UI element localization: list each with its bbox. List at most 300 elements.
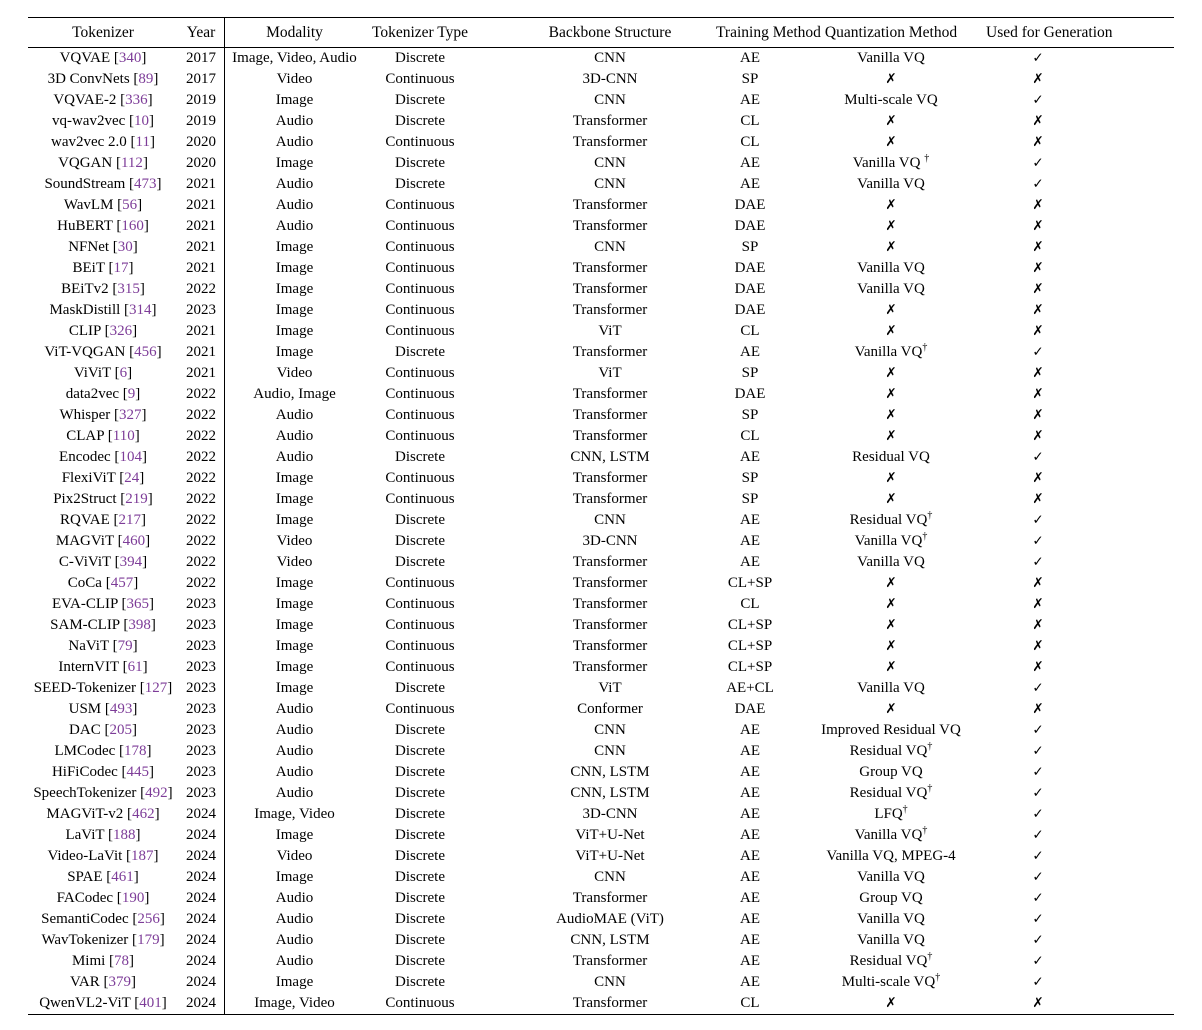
used-for-generation-cell (986, 447, 1174, 468)
tokenizer-type-cell: Continuous (385, 323, 455, 339)
modality-cell: Video (224, 846, 364, 867)
backbone-cell: AudioMAE (ViT) (556, 911, 664, 927)
tokenizer-type-cell: Discrete (395, 554, 445, 570)
backbone-cell: CNN, LSTM (570, 932, 650, 948)
tokenizer-name-cell: 3D ConvNets [89] (47, 71, 159, 87)
tokenizer-type-cell: Discrete (395, 785, 445, 801)
training-method-cell: AE (740, 533, 760, 549)
training-method-cell: AE (740, 554, 760, 570)
backbone-cell: CNN (594, 722, 626, 738)
tokenizer-name-cell: DAC [205] (69, 722, 137, 738)
tokenizer-name-cell: VQGAN [112] (58, 155, 148, 171)
modality-cell: Image (224, 636, 364, 657)
cross-icon: ✗ (885, 386, 897, 402)
table-row (28, 300, 1174, 321)
cross-icon: ✗ (885, 659, 897, 675)
citation-ref-link[interactable]: 11 (135, 134, 150, 150)
citation-ref-link[interactable]: 188 (113, 827, 136, 843)
citation-ref-link[interactable]: 492 (145, 785, 168, 801)
used-for-generation-cell (986, 825, 1174, 846)
year-cell: 2022 (186, 575, 216, 591)
quantization-method-cell (796, 132, 986, 153)
citation-ref-link[interactable]: 79 (117, 638, 133, 654)
column-header-training-method: Training Method (716, 24, 821, 41)
citation-ref-link[interactable]: 327 (119, 407, 142, 423)
training-method-cell: CL (740, 995, 760, 1011)
table-row (28, 216, 1174, 237)
modality-cell: Image (224, 258, 364, 279)
citation-ref-link[interactable]: 462 (132, 806, 155, 822)
backbone-cell: CNN, LSTM (570, 785, 650, 801)
training-method-cell: AE (740, 722, 760, 738)
backbone-cell: Transformer (572, 407, 648, 423)
tokenizer-name-cell: SAM-CLIP [398] (50, 617, 156, 633)
citation-ref-link[interactable]: 445 (126, 764, 150, 780)
training-method-cell: AE (740, 911, 760, 927)
dagger-footnote-marker: † (922, 531, 928, 542)
quantization-method-cell (796, 69, 986, 90)
tokenizer-type-cell: Discrete (395, 449, 445, 465)
year-cell: 2023 (186, 680, 216, 696)
citation-ref-link[interactable]: 256 (137, 911, 160, 927)
tokenizer-name-cell: USM [493] (68, 701, 138, 717)
tokenizer-type-cell: Continuous (385, 575, 455, 591)
backbone-cell: Transformer (572, 953, 648, 969)
tokenizer-type-cell: Continuous (385, 659, 455, 675)
year-cell: 2021 (186, 176, 216, 192)
quantization-method-cell (796, 489, 986, 510)
tokenizer-type-cell: Continuous (385, 134, 455, 150)
year-cell: 2024 (186, 869, 216, 885)
tokenizer-type-cell: Continuous (385, 365, 455, 381)
used-for-generation-cell (986, 531, 1174, 552)
used-for-generation-cell (986, 111, 1174, 132)
table-body (28, 48, 1174, 1014)
tokenizer-name-cell: HiFiCodec [445] (51, 764, 155, 780)
cross-icon: ✗ (1032, 659, 1044, 675)
year-cell: 2017 (186, 71, 216, 87)
quantization-method-cell: LFQ† (874, 804, 908, 822)
table-header-row (28, 18, 1174, 48)
citation-ref-link[interactable]: 340 (118, 50, 142, 66)
year-cell: 2017 (186, 50, 216, 66)
used-for-generation-cell (986, 384, 1174, 405)
column-header-backbone-structure: Backbone Structure (548, 24, 672, 41)
citation-ref-link[interactable]: 205 (109, 722, 132, 738)
citation-ref-link[interactable]: 460 (122, 533, 146, 549)
citation-ref-link[interactable]: 10 (134, 113, 150, 129)
table-row (28, 174, 1174, 195)
citation-ref-link[interactable]: 104 (119, 449, 142, 465)
tokenizer-name-cell: SoundStream [473] (44, 176, 162, 192)
tokenizer-type-cell: Discrete (395, 743, 445, 759)
citation-ref-link[interactable]: 336 (125, 92, 148, 108)
year-cell: 2021 (186, 344, 216, 360)
check-icon: ✓ (1032, 92, 1044, 108)
dagger-footnote-marker: † (927, 510, 933, 521)
backbone-cell: ViT+U-Net (575, 827, 645, 843)
tokenizer-name-cell: Mimi [78] (71, 953, 135, 969)
backbone-cell: CNN (594, 155, 626, 171)
cross-icon: ✗ (885, 638, 897, 654)
used-for-generation-cell (986, 321, 1174, 342)
citation-ref-link[interactable]: 457 (110, 575, 134, 591)
used-for-generation-cell (986, 972, 1174, 993)
modality-cell: Audio (224, 909, 364, 930)
column-header-quantization-method: Quantization Method (824, 24, 958, 41)
citation-ref-link[interactable]: 110 (112, 428, 135, 444)
tokenizer-type-cell: Continuous (385, 995, 455, 1011)
modality-cell: Image (224, 342, 364, 363)
tokenizer-name-cell: wav2vec 2.0 [11] (50, 134, 155, 150)
year-cell: 2024 (186, 806, 216, 822)
tokenizer-type-cell: Discrete (395, 764, 445, 780)
training-method-cell: CL+SP (727, 575, 773, 591)
tokenizer-type-cell: Continuous (385, 617, 455, 633)
modality-cell: Audio (224, 111, 364, 132)
quantization-method-cell: Vanilla VQ (857, 50, 925, 66)
citation-ref-link[interactable]: 112 (120, 155, 143, 171)
backbone-cell: Transformer (572, 575, 648, 591)
tokenizer-name-cell: QwenVL2-ViT [401] (39, 995, 167, 1011)
year-cell: 2023 (186, 659, 216, 675)
citation-ref-link[interactable]: 315 (117, 281, 140, 297)
backbone-cell: Conformer (577, 701, 643, 717)
citation-ref-link[interactable]: 179 (137, 932, 160, 948)
table-row (28, 594, 1174, 615)
quantization-method-cell: Multi-scale VQ (844, 92, 938, 108)
modality-cell: Image (224, 468, 364, 489)
tokenizer-type-cell: Continuous (385, 428, 455, 444)
citation-ref-link[interactable]: 178 (124, 743, 147, 759)
tokenizer-name-cell: CLIP [326] (68, 323, 138, 339)
training-method-cell: AE (740, 344, 760, 360)
check-icon: ✓ (1032, 911, 1044, 927)
citation-ref-link[interactable]: 456 (134, 344, 157, 360)
table-row (28, 258, 1174, 279)
table-row (28, 468, 1174, 489)
citation-ref-link[interactable]: 30 (117, 239, 133, 255)
quantization-method-cell (796, 237, 986, 258)
modality-cell: Video (224, 531, 364, 552)
year-cell: 2022 (186, 449, 216, 465)
used-for-generation-cell (986, 741, 1174, 762)
backbone-cell: Transformer (572, 638, 648, 654)
modality-cell: Audio (224, 699, 364, 720)
training-method-cell: AE (740, 176, 760, 192)
citation-ref-link[interactable]: 24 (124, 470, 140, 486)
training-method-cell: DAE (734, 281, 766, 297)
citation-ref-link[interactable]: 6 (119, 365, 128, 381)
tokenizer-name-cell: WavTokenizer [179] (41, 932, 165, 948)
citation-ref-link[interactable]: 398 (128, 617, 151, 633)
table-row (28, 69, 1174, 90)
training-method-cell: DAE (734, 260, 766, 276)
cross-icon: ✗ (1032, 386, 1044, 402)
used-for-generation-cell (986, 258, 1174, 279)
citation-ref-link[interactable]: 493 (109, 701, 133, 717)
citation-ref-link[interactable]: 394 (119, 554, 143, 570)
column-header-modality: Modality (224, 18, 364, 47)
tokenizer-type-cell: Continuous (385, 71, 455, 87)
cross-icon: ✗ (1032, 113, 1044, 129)
used-for-generation-cell (986, 720, 1174, 741)
quantization-method-cell: Vanilla VQ (857, 554, 925, 570)
used-for-generation-cell (986, 153, 1174, 174)
citation-ref-link[interactable]: 9 (127, 386, 136, 402)
check-icon: ✓ (1032, 722, 1044, 738)
used-for-generation-cell (986, 699, 1174, 720)
year-cell: 2021 (186, 260, 216, 276)
citation-ref-link[interactable]: 379 (108, 974, 131, 990)
training-method-cell: AE (740, 785, 760, 801)
tokenizer-name-cell: BEiT [17] (72, 260, 134, 276)
backbone-cell: CNN, LSTM (570, 449, 650, 465)
backbone-cell: Transformer (572, 134, 648, 150)
tokenizer-name-cell: VQVAE [340] (59, 50, 147, 66)
tokenizer-name-cell: CLAP [110] (66, 428, 140, 444)
tokenizer-name-cell: HuBERT [160] (57, 218, 149, 234)
tokenizer-type-cell: Discrete (395, 722, 445, 738)
backbone-cell: Transformer (572, 197, 648, 213)
modality-cell: Image, Video (224, 804, 364, 825)
table-row (28, 741, 1174, 762)
table-row (28, 363, 1174, 384)
training-method-cell: AE (740, 512, 760, 528)
used-for-generation-cell (986, 90, 1174, 111)
tokenizer-type-cell: Discrete (395, 92, 445, 108)
tokenizer-name-cell: NFNet [30] (68, 239, 138, 255)
training-method-cell: DAE (734, 197, 766, 213)
table-row (28, 48, 1174, 69)
check-icon: ✓ (1032, 743, 1044, 759)
year-cell: 2019 (186, 92, 216, 108)
backbone-cell: Transformer (572, 659, 648, 675)
tokenizer-type-cell: Discrete (395, 890, 445, 906)
cross-icon: ✗ (885, 617, 897, 633)
citation-ref-link[interactable]: 326 (109, 323, 133, 339)
check-icon: ✓ (1032, 344, 1044, 360)
table-row (28, 153, 1174, 174)
modality-cell: Image (224, 867, 364, 888)
year-cell: 2022 (186, 428, 216, 444)
citation-ref-link[interactable]: 56 (122, 197, 138, 213)
tokenizer-type-cell: Continuous (385, 470, 455, 486)
table-row (28, 426, 1174, 447)
modality-cell: Audio (224, 762, 364, 783)
tokenizer-type-cell: Continuous (385, 218, 455, 234)
tokenizer-name-cell: C-ViViT [394] (58, 554, 148, 570)
dagger-footnote-marker: † (935, 972, 941, 983)
modality-cell: Image (224, 615, 364, 636)
used-for-generation-cell (986, 48, 1174, 69)
tokenizer-type-cell: Discrete (395, 512, 445, 528)
citation-ref-link[interactable]: 78 (114, 953, 130, 969)
column-header-tokenizer: Tokenizer (72, 24, 134, 41)
backbone-cell: ViT (598, 680, 622, 696)
modality-cell: Audio (224, 447, 364, 468)
check-icon: ✓ (1032, 764, 1044, 780)
cross-icon: ✗ (885, 218, 897, 234)
training-method-cell: DAE (734, 386, 766, 402)
year-cell: 2021 (186, 218, 216, 234)
used-for-generation-cell (986, 552, 1174, 573)
citation-ref-link[interactable]: 17 (113, 260, 129, 276)
tokenizer-type-cell: Continuous (385, 386, 455, 402)
table-row (28, 510, 1174, 531)
citation-ref-link[interactable]: 365 (126, 596, 150, 612)
backbone-cell: CNN (594, 50, 626, 66)
tokenizer-comparison-table (28, 17, 1174, 1015)
tokenizer-type-cell: Continuous (385, 302, 455, 318)
modality-cell: Audio (224, 405, 364, 426)
modality-cell: Image (224, 594, 364, 615)
quantization-method-cell: Residual VQ (852, 449, 930, 465)
tokenizer-name-cell: LaViT [188] (65, 827, 141, 843)
year-cell: 2022 (186, 281, 216, 297)
citation-ref-link[interactable]: 127 (144, 680, 168, 696)
used-for-generation-cell (986, 195, 1174, 216)
modality-cell: Image (224, 153, 364, 174)
table-row (28, 552, 1174, 573)
year-cell: 2023 (186, 302, 216, 318)
table-row (28, 699, 1174, 720)
quantization-method-cell: Group VQ (859, 890, 923, 906)
used-for-generation-cell (986, 951, 1174, 972)
used-for-generation-cell (986, 573, 1174, 594)
citation-ref-link[interactable]: 187 (131, 848, 154, 864)
used-for-generation-cell (986, 216, 1174, 237)
used-for-generation-cell (986, 762, 1174, 783)
backbone-cell: Transformer (572, 596, 648, 612)
citation-ref-link[interactable]: 160 (121, 218, 144, 234)
modality-cell: Video (224, 363, 364, 384)
quantization-method-cell: Residual VQ† (849, 741, 933, 759)
tokenizer-type-cell: Discrete (395, 344, 445, 360)
modality-cell: Video (224, 552, 364, 573)
quantization-method-cell: Vanilla VQ (857, 911, 925, 927)
modality-cell: Image (224, 300, 364, 321)
quantization-method-cell: Vanilla VQ (857, 260, 925, 276)
quantization-method-cell: Multi-scale VQ† (841, 972, 941, 990)
year-cell: 2022 (186, 386, 216, 402)
used-for-generation-cell (986, 867, 1174, 888)
training-method-cell: CL+SP (727, 638, 773, 654)
backbone-cell: 3D-CNN (582, 806, 638, 822)
training-method-cell: AE (740, 932, 760, 948)
cross-icon: ✗ (1032, 197, 1044, 213)
tokenizer-name-cell: Encodec [104] (59, 449, 147, 465)
backbone-cell: Transformer (572, 617, 648, 633)
modality-cell: Image, Video, Audio (224, 48, 364, 69)
tokenizer-name-cell: SEED-Tokenizer [127] (33, 680, 173, 696)
citation-ref-link[interactable]: 219 (125, 491, 148, 507)
modality-cell: Audio (224, 783, 364, 804)
citation-ref-link[interactable]: 89 (138, 71, 154, 87)
modality-cell: Image (224, 972, 364, 993)
training-method-cell: AE (740, 50, 760, 66)
column-header-used-for-generation: Used for Generation (986, 24, 1113, 41)
tokenizer-name-cell: data2vec [9] (65, 386, 141, 402)
year-cell: 2024 (186, 932, 216, 948)
backbone-cell: Transformer (572, 995, 648, 1011)
backbone-cell: CNN (594, 176, 626, 192)
cross-icon: ✗ (885, 995, 897, 1011)
cross-icon: ✗ (885, 470, 897, 486)
training-method-cell: SP (741, 407, 759, 423)
modality-cell: Audio (224, 930, 364, 951)
citation-ref-link[interactable]: 461 (111, 869, 134, 885)
modality-cell: Audio (224, 720, 364, 741)
backbone-cell: Transformer (572, 260, 648, 276)
backbone-cell: 3D-CNN (582, 71, 638, 87)
training-method-cell: AE (740, 827, 760, 843)
check-icon: ✓ (1032, 50, 1044, 66)
quantization-method-cell (796, 573, 986, 594)
table-row (28, 867, 1174, 888)
tokenizer-name-cell: RQVAE [217] (60, 512, 146, 528)
quantization-method-cell (796, 405, 986, 426)
backbone-cell: ViT (598, 365, 622, 381)
backbone-cell: CNN (594, 239, 626, 255)
modality-cell: Audio (224, 426, 364, 447)
used-for-generation-cell (986, 636, 1174, 657)
modality-cell: Audio (224, 888, 364, 909)
tokenizer-type-cell: Discrete (395, 869, 445, 885)
citation-ref-link[interactable]: 473 (134, 176, 157, 192)
cross-icon: ✗ (885, 701, 897, 717)
backbone-cell: Transformer (572, 470, 648, 486)
year-cell: 2024 (186, 890, 216, 906)
check-icon: ✓ (1032, 974, 1044, 990)
tokenizer-name-cell: SemantiCodec [256] (41, 911, 165, 927)
backbone-cell: CNN, LSTM (570, 764, 650, 780)
table-row (28, 132, 1174, 153)
year-cell: 2020 (186, 155, 216, 171)
citation-ref-link[interactable]: 401 (139, 995, 162, 1011)
year-cell: 2022 (186, 533, 216, 549)
tokenizer-type-cell: Continuous (385, 491, 455, 507)
modality-cell: Image (224, 825, 364, 846)
citation-ref-link[interactable]: 61 (127, 659, 143, 675)
citation-ref-link[interactable]: 190 (121, 890, 145, 906)
modality-cell: Audio (224, 195, 364, 216)
tokenizer-type-cell: Discrete (395, 848, 445, 864)
tokenizer-type-cell: Discrete (395, 50, 445, 66)
cross-icon: ✗ (885, 428, 897, 444)
year-cell: 2023 (186, 617, 216, 633)
used-for-generation-cell (986, 783, 1174, 804)
quantization-method-cell (796, 657, 986, 678)
tokenizer-name-cell: LMCodec [178] (54, 743, 152, 759)
quantization-method-cell (796, 615, 986, 636)
year-cell: 2023 (186, 596, 216, 612)
tokenizer-name-cell: NaViT [79] (68, 638, 138, 654)
training-method-cell: CL (740, 134, 760, 150)
citation-ref-link[interactable]: 217 (118, 512, 141, 528)
quantization-method-cell (796, 699, 986, 720)
citation-ref-link[interactable]: 314 (129, 302, 152, 318)
cross-icon: ✗ (1032, 428, 1044, 444)
table-row (28, 930, 1174, 951)
year-cell: 2021 (186, 365, 216, 381)
tokenizer-type-cell: Continuous (385, 701, 455, 717)
quantization-method-cell: Vanilla VQ† (854, 825, 928, 843)
table-row (28, 573, 1174, 594)
backbone-cell: Transformer (572, 890, 648, 906)
training-method-cell: SP (741, 470, 759, 486)
check-icon: ✓ (1032, 953, 1044, 969)
